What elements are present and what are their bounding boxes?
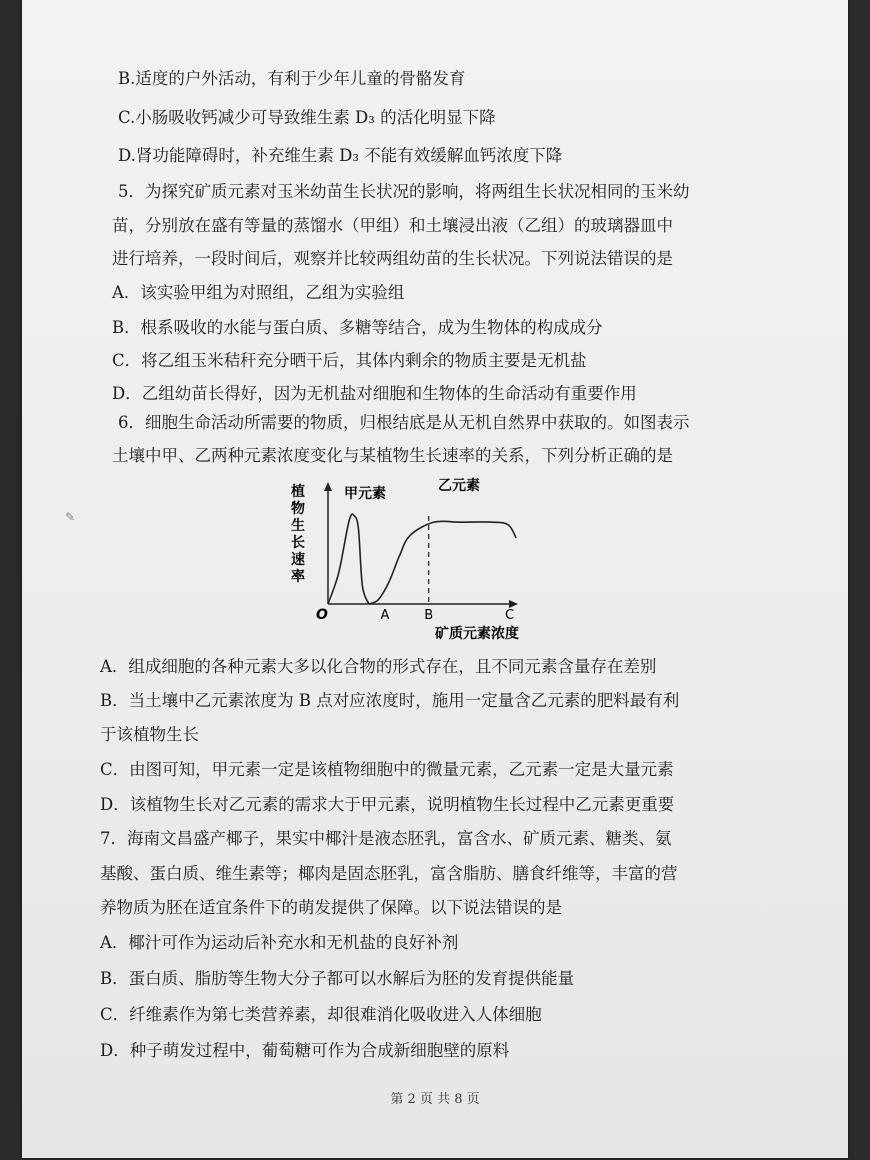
question-4-option-c: C.小肠吸收钙减少可导致维生素 D₃ 的活化明显下降 bbox=[118, 108, 496, 127]
question-5-stem-3: 进行培养，一段时间后，观察并比较两组幼苗的生长状况。下列说法错误的是 bbox=[112, 249, 673, 268]
question-5-stem-2: 苗，分别放在盛有等量的蒸馏水（甲组）和土壤浸出液（乙组）的玻璃器皿中 bbox=[112, 216, 673, 235]
question-6-option-c: C．由图可知，甲元素一定是该植物细胞中的微量元素，乙元素一定是大量元素 bbox=[100, 760, 674, 779]
question-4-option-b: B.适度的户外活动，有利于少年儿童的骨骼发育 bbox=[118, 69, 466, 88]
origin-label: O bbox=[316, 607, 328, 623]
paper-speck: ✎ bbox=[65, 510, 76, 524]
question-5-option-a: A．该实验甲组为对照组，乙组为实验组 bbox=[112, 283, 405, 302]
question-7-option-a: A．椰汁可作为运动后补充水和无机盐的良好补剂 bbox=[100, 933, 459, 952]
question-6-option-b: B．当土壤中乙元素浓度为 B 点对应浓度时，施用一定量含乙元素的肥料最有利 bbox=[100, 691, 680, 710]
question-6-option-d: D．该植物生长对乙元素的需求大于甲元素，说明植物生长过程中乙元素更重要 bbox=[100, 795, 675, 814]
x-tick-b: B bbox=[424, 608, 434, 623]
question-6-option-b-cont: 于该植物生长 bbox=[100, 725, 199, 744]
question-6-option-a: A．组成细胞的各种元素大多以化合物的形式存在，且不同元素含量存在差别 bbox=[100, 657, 657, 676]
question-7-stem-3: 养物质为胚在适宜条件下的萌发提供了保障。以下说法错误的是 bbox=[100, 898, 562, 917]
question-7-stem-2: 基酸、蛋白质、维生素等；椰肉是固态胚乳，富含脂肪、膳食纤维等，丰富的营 bbox=[100, 864, 678, 883]
question-7-option-b: B．蛋白质、脂肪等生物大分子都可以水解后为胚的发育提供能量 bbox=[100, 969, 575, 988]
question-6-stem-2: 土壤中甲、乙两种元素浓度变化与某植物生长速率的关系，下列分析正确的是 bbox=[112, 446, 673, 465]
series-jia-label: 甲元素 bbox=[344, 486, 386, 502]
series-jia-curve bbox=[328, 514, 369, 604]
x-tick-a: A bbox=[380, 608, 390, 623]
chart-xlabel: 矿质元素浓度 bbox=[435, 626, 519, 642]
question-6-stem-1: 6．细胞生命活动所需要的物质，归根结底是从无机自然界中获取的。如图表示 bbox=[118, 413, 690, 432]
question-7-option-c: C．纤维素作为第七类营养素，却很难消化吸收进入人体细胞 bbox=[100, 1005, 542, 1024]
question-5-option-b: B．根系吸收的水能与蛋白质、多糖等结合，成为生物体的构成成分 bbox=[112, 318, 603, 337]
growth-rate-chart bbox=[291, 476, 535, 646]
x-tick-c: C bbox=[504, 608, 515, 623]
chart-ylabel: 植物生长速率 bbox=[291, 484, 305, 585]
question-5-option-d: D．乙组幼苗长得好，因为无机盐对细胞和生物体的生命活动有重要作用 bbox=[112, 384, 637, 403]
y-axis-arrow bbox=[324, 482, 332, 491]
series-yi-curve bbox=[369, 521, 516, 604]
question-7-option-d: D．种子萌发过程中，葡萄糖可作为合成新细胞壁的原料 bbox=[100, 1041, 510, 1060]
x-axis-arrow bbox=[509, 600, 518, 608]
question-5-stem-1: 5．为探究矿质元素对玉米幼苗生长状况的影响，将两组生长状况相同的玉米幼 bbox=[118, 182, 690, 201]
question-4-option-d: D.肾功能障碍时，补充维生素 D₃ 不能有效缓解血钙浓度下降 bbox=[118, 146, 563, 165]
question-7-stem-1: 7．海南文昌盛产椰子，果实中椰汁是液态胚乳，富含水、矿质元素、糖类、氨 bbox=[100, 829, 672, 848]
question-5-option-c: C．将乙组玉米秸秆充分晒干后，其体内剩余的物质主要是无机盐 bbox=[112, 351, 587, 370]
page-footer: 第 2 页 共 8 页 bbox=[390, 1092, 480, 1107]
series-yi-label: 乙元素 bbox=[438, 478, 480, 494]
